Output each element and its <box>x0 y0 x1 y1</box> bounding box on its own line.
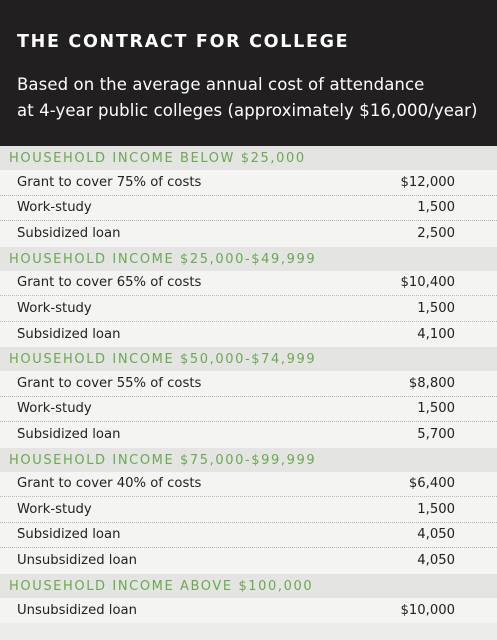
row-value: $10,000 <box>400 602 455 618</box>
row-label: Grant to cover 55% of costs <box>17 375 202 391</box>
income-section <box>0 574 497 624</box>
row-label: Work-study <box>17 401 92 417</box>
subtitle-line-2: at 4-year public colleges (approximately $16,000/year) <box>17 101 478 120</box>
table-row <box>0 221 497 247</box>
row-label: Work-study <box>17 300 92 316</box>
row-value: $6,400 <box>408 476 455 492</box>
row-value: 1,500 <box>417 300 455 316</box>
row-value: 2,500 <box>417 226 455 242</box>
income-section <box>0 347 497 448</box>
section-heading: HOUSEHOLD INCOME $25,000-$49,999 <box>0 247 497 271</box>
row-label: Unsubsidized loan <box>17 553 137 569</box>
income-table <box>0 146 497 623</box>
row-label: Subsidized loan <box>17 326 121 342</box>
row-value: 5,700 <box>417 427 455 443</box>
income-section <box>0 247 497 348</box>
section-rows <box>0 271 497 348</box>
row-label: Unsubsidized loan <box>17 602 137 618</box>
row-value: 1,500 <box>417 501 455 517</box>
table-row <box>0 196 497 222</box>
table-row <box>0 322 497 348</box>
row-label: Grant to cover 40% of costs <box>17 476 202 492</box>
row-label: Subsidized loan <box>17 527 121 543</box>
section-heading: HOUSEHOLD INCOME BELOW $25,000 <box>0 146 497 170</box>
subtitle-line-1: Based on the average annual cost of attendance <box>17 75 425 94</box>
section-rows <box>0 598 497 624</box>
table-row <box>0 296 497 322</box>
row-label: Subsidized loan <box>17 226 121 242</box>
table-row <box>0 422 497 448</box>
row-value: 1,500 <box>417 200 455 216</box>
section-heading: HOUSEHOLD INCOME $50,000-$74,999 <box>0 347 497 371</box>
table-row <box>0 497 497 523</box>
row-value: 1,500 <box>417 401 455 417</box>
table-row <box>0 397 497 423</box>
row-label: Subsidized loan <box>17 427 121 443</box>
row-label: Grant to cover 65% of costs <box>17 275 202 291</box>
table-row <box>0 548 497 574</box>
table-row <box>0 598 497 624</box>
table-row <box>0 170 497 196</box>
row-value: 4,100 <box>417 326 455 342</box>
table-row <box>0 371 497 397</box>
row-value: 4,050 <box>417 553 455 569</box>
income-section <box>0 448 497 574</box>
row-value: 4,050 <box>417 527 455 543</box>
section-rows <box>0 170 497 247</box>
page-title: THE CONTRACT FOR COLLEGE <box>17 32 350 52</box>
row-value: $8,800 <box>408 375 455 391</box>
table-row <box>0 523 497 549</box>
row-value: $12,000 <box>400 174 455 190</box>
section-heading: HOUSEHOLD INCOME $75,000-$99,999 <box>0 448 497 472</box>
subtitle <box>17 72 497 124</box>
row-value: $10,400 <box>400 275 455 291</box>
row-label: Work-study <box>17 200 92 216</box>
table-row <box>0 271 497 297</box>
table-row <box>0 472 497 498</box>
header <box>0 0 497 146</box>
section-rows <box>0 371 497 448</box>
row-label: Grant to cover 75% of costs <box>17 174 202 190</box>
income-section <box>0 146 497 247</box>
section-rows <box>0 472 497 574</box>
section-heading: HOUSEHOLD INCOME ABOVE $100,000 <box>0 574 497 598</box>
row-label: Work-study <box>17 501 92 517</box>
